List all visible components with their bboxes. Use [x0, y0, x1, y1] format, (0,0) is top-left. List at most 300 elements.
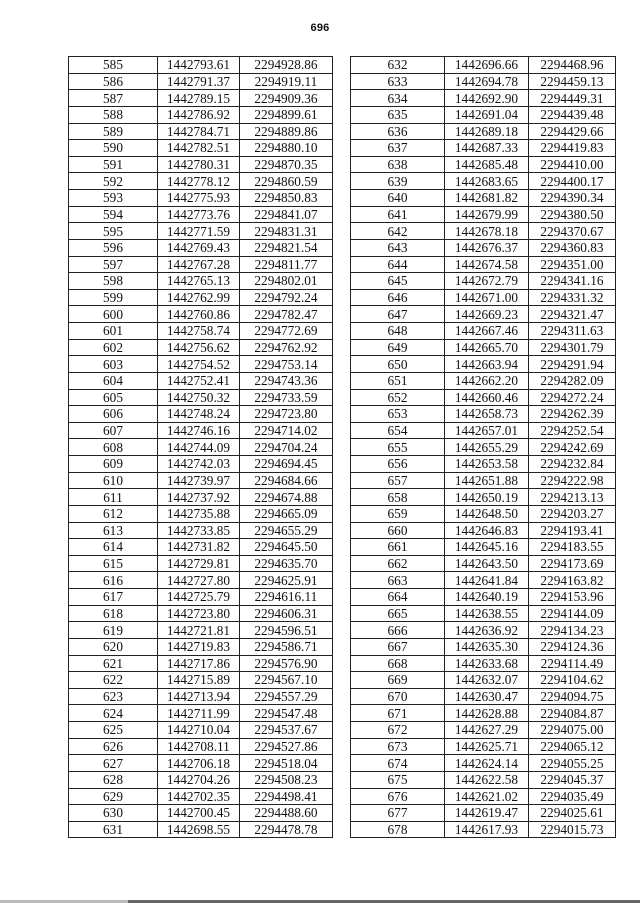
x-coordinate-cell: 1442713.94 [158, 688, 240, 705]
table-row [351, 90, 616, 107]
point-number-cell: 661 [351, 539, 445, 556]
x-coordinate-cell: 1442731.82 [158, 539, 240, 556]
point-number-cell: 639 [351, 173, 445, 190]
point-number-cell: 663 [351, 572, 445, 589]
table-row [351, 123, 616, 140]
x-coordinate-cell: 1442784.71 [158, 123, 240, 140]
table-row [351, 655, 616, 672]
table-row [351, 223, 616, 240]
y-coordinate-cell: 2294183.55 [529, 539, 616, 556]
point-number-cell: 631 [69, 821, 158, 838]
y-coordinate-cell: 2294714.02 [240, 422, 333, 439]
y-coordinate-cell: 2294203.27 [529, 505, 616, 522]
point-number-cell: 623 [69, 688, 158, 705]
point-number-cell: 619 [69, 622, 158, 639]
point-number-cell: 599 [69, 289, 158, 306]
y-coordinate-cell: 2294567.10 [240, 672, 333, 689]
table-row [69, 239, 333, 256]
x-coordinate-cell: 1442671.00 [445, 289, 529, 306]
table-row [69, 755, 333, 772]
table-row [69, 356, 333, 373]
point-number-cell: 673 [351, 738, 445, 755]
point-number-cell: 622 [69, 672, 158, 689]
table-row [69, 389, 333, 406]
point-number-cell: 651 [351, 372, 445, 389]
point-number-cell: 656 [351, 456, 445, 473]
table-row [351, 705, 616, 722]
x-coordinate-cell: 1442646.83 [445, 522, 529, 539]
x-coordinate-cell: 1442762.99 [158, 289, 240, 306]
point-number-cell: 630 [69, 805, 158, 822]
x-coordinate-cell: 1442619.47 [445, 805, 529, 822]
x-coordinate-cell: 1442692.90 [445, 90, 529, 107]
y-coordinate-cell: 2294860.59 [240, 173, 333, 190]
table-row [351, 755, 616, 772]
point-number-cell: 649 [351, 339, 445, 356]
table-row [351, 57, 616, 74]
y-coordinate-cell: 2294400.17 [529, 173, 616, 190]
x-coordinate-cell: 1442782.51 [158, 140, 240, 157]
x-coordinate-cell: 1442746.16 [158, 422, 240, 439]
x-coordinate-cell: 1442791.37 [158, 73, 240, 90]
x-coordinate-cell: 1442698.55 [158, 821, 240, 838]
x-coordinate-cell: 1442708.11 [158, 738, 240, 755]
table-row [351, 323, 616, 340]
point-number-cell: 602 [69, 339, 158, 356]
x-coordinate-cell: 1442767.28 [158, 256, 240, 273]
table-row [69, 638, 333, 655]
y-coordinate-cell: 2294065.12 [529, 738, 616, 755]
y-coordinate-cell: 2294527.86 [240, 738, 333, 755]
x-coordinate-cell: 1442628.88 [445, 705, 529, 722]
table-body [69, 57, 333, 838]
point-number-cell: 604 [69, 372, 158, 389]
y-coordinate-cell: 2294606.31 [240, 605, 333, 622]
table-row [69, 140, 333, 157]
x-coordinate-cell: 1442760.86 [158, 306, 240, 323]
y-coordinate-cell: 2294055.25 [529, 755, 616, 772]
point-number-cell: 650 [351, 356, 445, 373]
y-coordinate-cell: 2294674.88 [240, 489, 333, 506]
y-coordinate-cell: 2294252.54 [529, 422, 616, 439]
y-coordinate-cell: 2294704.24 [240, 439, 333, 456]
point-number-cell: 607 [69, 422, 158, 439]
y-coordinate-cell: 2294811.77 [240, 256, 333, 273]
table-row [351, 256, 616, 273]
y-coordinate-cell: 2294015.73 [529, 821, 616, 838]
point-number-cell: 614 [69, 539, 158, 556]
point-number-cell: 586 [69, 73, 158, 90]
x-coordinate-cell: 1442775.93 [158, 190, 240, 207]
y-coordinate-cell: 2294792.24 [240, 289, 333, 306]
x-coordinate-cell: 1442617.93 [445, 821, 529, 838]
x-coordinate-cell: 1442696.66 [445, 57, 529, 74]
point-number-cell: 641 [351, 206, 445, 223]
point-number-cell: 643 [351, 239, 445, 256]
table-row [69, 489, 333, 506]
table-row [69, 372, 333, 389]
x-coordinate-cell: 1442704.26 [158, 771, 240, 788]
x-coordinate-cell: 1442742.03 [158, 456, 240, 473]
point-number-cell: 591 [69, 156, 158, 173]
table-row [351, 622, 616, 639]
point-number-cell: 672 [351, 722, 445, 739]
table-row [351, 489, 616, 506]
table-row [69, 522, 333, 539]
y-coordinate-cell: 2294899.61 [240, 106, 333, 123]
point-number-cell: 606 [69, 406, 158, 423]
y-coordinate-cell: 2294889.86 [240, 123, 333, 140]
table-row [351, 605, 616, 622]
x-coordinate-cell: 1442665.70 [445, 339, 529, 356]
y-coordinate-cell: 2294821.54 [240, 239, 333, 256]
point-number-cell: 638 [351, 156, 445, 173]
y-coordinate-cell: 2294429.66 [529, 123, 616, 140]
y-coordinate-cell: 2294360.83 [529, 239, 616, 256]
y-coordinate-cell: 2294153.96 [529, 589, 616, 606]
y-coordinate-cell: 2294282.09 [529, 372, 616, 389]
table-row [69, 323, 333, 340]
point-number-cell: 617 [69, 589, 158, 606]
y-coordinate-cell: 2294370.67 [529, 223, 616, 240]
x-coordinate-cell: 1442645.16 [445, 539, 529, 556]
y-coordinate-cell: 2294124.36 [529, 638, 616, 655]
y-coordinate-cell: 2294508.23 [240, 771, 333, 788]
x-coordinate-cell: 1442672.79 [445, 273, 529, 290]
point-number-cell: 609 [69, 456, 158, 473]
x-coordinate-cell: 1442733.85 [158, 522, 240, 539]
table-row [69, 821, 333, 838]
table-row [69, 605, 333, 622]
x-coordinate-cell: 1442739.97 [158, 472, 240, 489]
point-number-cell: 670 [351, 688, 445, 705]
x-coordinate-cell: 1442735.88 [158, 505, 240, 522]
x-coordinate-cell: 1442719.83 [158, 638, 240, 655]
table-row [351, 406, 616, 423]
point-number-cell: 595 [69, 223, 158, 240]
point-number-cell: 613 [69, 522, 158, 539]
table-row [69, 223, 333, 240]
x-coordinate-cell: 1442694.78 [445, 73, 529, 90]
y-coordinate-cell: 2294596.51 [240, 622, 333, 639]
table-row [69, 771, 333, 788]
table-row [69, 190, 333, 207]
point-number-cell: 603 [69, 356, 158, 373]
point-number-cell: 608 [69, 439, 158, 456]
point-number-cell: 635 [351, 106, 445, 123]
y-coordinate-cell: 2294478.78 [240, 821, 333, 838]
table-row [69, 622, 333, 639]
x-coordinate-cell: 1442630.47 [445, 688, 529, 705]
x-coordinate-cell: 1442683.65 [445, 173, 529, 190]
table-body [351, 57, 616, 838]
y-coordinate-cell: 2294616.11 [240, 589, 333, 606]
table-row [351, 273, 616, 290]
point-number-cell: 600 [69, 306, 158, 323]
table-row [69, 472, 333, 489]
y-coordinate-cell: 2294831.31 [240, 223, 333, 240]
point-number-cell: 611 [69, 489, 158, 506]
y-coordinate-cell: 2294782.47 [240, 306, 333, 323]
x-coordinate-cell: 1442780.31 [158, 156, 240, 173]
y-coordinate-cell: 2294232.84 [529, 456, 616, 473]
x-coordinate-cell: 1442769.43 [158, 239, 240, 256]
x-coordinate-cell: 1442648.50 [445, 505, 529, 522]
x-coordinate-cell: 1442789.15 [158, 90, 240, 107]
point-number-cell: 598 [69, 273, 158, 290]
point-number-cell: 632 [351, 57, 445, 74]
y-coordinate-cell: 2294213.13 [529, 489, 616, 506]
point-number-cell: 668 [351, 655, 445, 672]
table-row [351, 339, 616, 356]
x-coordinate-cell: 1442786.92 [158, 106, 240, 123]
coordinates-table-left [68, 56, 333, 838]
point-number-cell: 655 [351, 439, 445, 456]
table-row [351, 688, 616, 705]
table-row [351, 638, 616, 655]
x-coordinate-cell: 1442651.88 [445, 472, 529, 489]
x-coordinate-cell: 1442636.92 [445, 622, 529, 639]
table-row [351, 289, 616, 306]
point-number-cell: 648 [351, 323, 445, 340]
y-coordinate-cell: 2294723.80 [240, 406, 333, 423]
point-number-cell: 664 [351, 589, 445, 606]
table-row [351, 672, 616, 689]
point-number-cell: 640 [351, 190, 445, 207]
point-number-cell: 633 [351, 73, 445, 90]
x-coordinate-cell: 1442655.29 [445, 439, 529, 456]
table-row [69, 589, 333, 606]
point-number-cell: 592 [69, 173, 158, 190]
table-row [69, 539, 333, 556]
point-number-cell: 612 [69, 505, 158, 522]
table-row [351, 589, 616, 606]
table-row [69, 306, 333, 323]
table-row [351, 805, 616, 822]
table-row [69, 106, 333, 123]
table-row [69, 206, 333, 223]
point-number-cell: 659 [351, 505, 445, 522]
y-coordinate-cell: 2294557.29 [240, 688, 333, 705]
y-coordinate-cell: 2294459.13 [529, 73, 616, 90]
table-row [69, 339, 333, 356]
x-coordinate-cell: 1442624.14 [445, 755, 529, 772]
y-coordinate-cell: 2294439.48 [529, 106, 616, 123]
y-coordinate-cell: 2294134.23 [529, 622, 616, 639]
point-number-cell: 601 [69, 323, 158, 340]
table-row [69, 788, 333, 805]
point-number-cell: 589 [69, 123, 158, 140]
x-coordinate-cell: 1442632.07 [445, 672, 529, 689]
point-number-cell: 654 [351, 422, 445, 439]
table-row [351, 106, 616, 123]
table-row [351, 456, 616, 473]
x-coordinate-cell: 1442685.48 [445, 156, 529, 173]
point-number-cell: 634 [351, 90, 445, 107]
x-coordinate-cell: 1442658.73 [445, 406, 529, 423]
table-row [69, 672, 333, 689]
y-coordinate-cell: 2294870.35 [240, 156, 333, 173]
y-coordinate-cell: 2294537.67 [240, 722, 333, 739]
point-number-cell: 593 [69, 190, 158, 207]
x-coordinate-cell: 1442700.45 [158, 805, 240, 822]
x-coordinate-cell: 1442706.18 [158, 755, 240, 772]
x-coordinate-cell: 1442650.19 [445, 489, 529, 506]
table-row [69, 156, 333, 173]
table-row [351, 821, 616, 838]
y-coordinate-cell: 2294733.59 [240, 389, 333, 406]
y-coordinate-cell: 2294645.50 [240, 539, 333, 556]
y-coordinate-cell: 2294114.49 [529, 655, 616, 672]
page-number: 696 [310, 22, 330, 34]
table-row [69, 655, 333, 672]
point-number-cell: 660 [351, 522, 445, 539]
table-row [351, 788, 616, 805]
x-coordinate-cell: 1442748.24 [158, 406, 240, 423]
table-row [351, 73, 616, 90]
table-row [69, 738, 333, 755]
y-coordinate-cell: 2294301.79 [529, 339, 616, 356]
point-number-cell: 646 [351, 289, 445, 306]
y-coordinate-cell: 2294762.92 [240, 339, 333, 356]
x-coordinate-cell: 1442737.92 [158, 489, 240, 506]
y-coordinate-cell: 2294035.49 [529, 788, 616, 805]
x-coordinate-cell: 1442633.68 [445, 655, 529, 672]
point-number-cell: 662 [351, 555, 445, 572]
point-number-cell: 605 [69, 389, 158, 406]
table-row [69, 805, 333, 822]
x-coordinate-cell: 1442715.89 [158, 672, 240, 689]
table-row [69, 256, 333, 273]
y-coordinate-cell: 2294291.94 [529, 356, 616, 373]
x-coordinate-cell: 1442729.81 [158, 555, 240, 572]
point-number-cell: 677 [351, 805, 445, 822]
point-number-cell: 627 [69, 755, 158, 772]
table-row [351, 539, 616, 556]
y-coordinate-cell: 2294390.34 [529, 190, 616, 207]
table-row [69, 90, 333, 107]
y-coordinate-cell: 2294753.14 [240, 356, 333, 373]
table-row [351, 522, 616, 539]
y-coordinate-cell: 2294104.62 [529, 672, 616, 689]
y-coordinate-cell: 2294743.36 [240, 372, 333, 389]
table-row [351, 306, 616, 323]
y-coordinate-cell: 2294075.00 [529, 722, 616, 739]
table-row [351, 140, 616, 157]
y-coordinate-cell: 2294684.66 [240, 472, 333, 489]
point-number-cell: 596 [69, 239, 158, 256]
table-row [69, 555, 333, 572]
y-coordinate-cell: 2294772.69 [240, 323, 333, 340]
y-coordinate-cell: 2294084.87 [529, 705, 616, 722]
x-coordinate-cell: 1442638.55 [445, 605, 529, 622]
y-coordinate-cell: 2294410.00 [529, 156, 616, 173]
y-coordinate-cell: 2294025.61 [529, 805, 616, 822]
x-coordinate-cell: 1442710.04 [158, 722, 240, 739]
table-row [351, 190, 616, 207]
point-number-cell: 644 [351, 256, 445, 273]
y-coordinate-cell: 2294547.48 [240, 705, 333, 722]
y-coordinate-cell: 2294331.32 [529, 289, 616, 306]
x-coordinate-cell: 1442657.01 [445, 422, 529, 439]
x-coordinate-cell: 1442643.50 [445, 555, 529, 572]
table-row [351, 472, 616, 489]
y-coordinate-cell: 2294928.86 [240, 57, 333, 74]
y-coordinate-cell: 2294880.10 [240, 140, 333, 157]
x-coordinate-cell: 1442640.19 [445, 589, 529, 606]
x-coordinate-cell: 1442723.80 [158, 605, 240, 622]
point-number-cell: 585 [69, 57, 158, 74]
point-number-cell: 628 [69, 771, 158, 788]
table-row [351, 156, 616, 173]
point-number-cell: 678 [351, 821, 445, 838]
x-coordinate-cell: 1442625.71 [445, 738, 529, 755]
point-number-cell: 587 [69, 90, 158, 107]
table-row [69, 273, 333, 290]
y-coordinate-cell: 2294518.04 [240, 755, 333, 772]
x-coordinate-cell: 1442727.80 [158, 572, 240, 589]
table-row [351, 356, 616, 373]
x-coordinate-cell: 1442771.59 [158, 223, 240, 240]
y-coordinate-cell: 2294341.16 [529, 273, 616, 290]
y-coordinate-cell: 2294468.96 [529, 57, 616, 74]
table-row [351, 572, 616, 589]
x-coordinate-cell: 1442662.20 [445, 372, 529, 389]
point-number-cell: 671 [351, 705, 445, 722]
point-number-cell: 629 [69, 788, 158, 805]
y-coordinate-cell: 2294655.29 [240, 522, 333, 539]
point-number-cell: 588 [69, 106, 158, 123]
x-coordinate-cell: 1442687.33 [445, 140, 529, 157]
table-row [351, 722, 616, 739]
x-coordinate-cell: 1442676.37 [445, 239, 529, 256]
x-coordinate-cell: 1442681.82 [445, 190, 529, 207]
table-row [69, 123, 333, 140]
x-coordinate-cell: 1442778.12 [158, 173, 240, 190]
scan-edge-divider [0, 900, 640, 903]
point-number-cell: 645 [351, 273, 445, 290]
x-coordinate-cell: 1442773.76 [158, 206, 240, 223]
point-number-cell: 667 [351, 638, 445, 655]
table-row [351, 439, 616, 456]
y-coordinate-cell: 2294625.91 [240, 572, 333, 589]
point-number-cell: 594 [69, 206, 158, 223]
point-number-cell: 626 [69, 738, 158, 755]
y-coordinate-cell: 2294380.50 [529, 206, 616, 223]
x-coordinate-cell: 1442689.18 [445, 123, 529, 140]
y-coordinate-cell: 2294419.83 [529, 140, 616, 157]
table-row [69, 456, 333, 473]
y-coordinate-cell: 2294586.71 [240, 638, 333, 655]
point-number-cell: 618 [69, 605, 158, 622]
y-coordinate-cell: 2294909.36 [240, 90, 333, 107]
y-coordinate-cell: 2294193.41 [529, 522, 616, 539]
y-coordinate-cell: 2294694.45 [240, 456, 333, 473]
y-coordinate-cell: 2294311.63 [529, 323, 616, 340]
table-row [69, 406, 333, 423]
x-coordinate-cell: 1442678.18 [445, 223, 529, 240]
y-coordinate-cell: 2294850.83 [240, 190, 333, 207]
table-row [69, 572, 333, 589]
table-row [69, 722, 333, 739]
x-coordinate-cell: 1442765.13 [158, 273, 240, 290]
table-row [351, 206, 616, 223]
x-coordinate-cell: 1442744.09 [158, 439, 240, 456]
x-coordinate-cell: 1442756.62 [158, 339, 240, 356]
table-row [69, 57, 333, 74]
x-coordinate-cell: 1442754.52 [158, 356, 240, 373]
table-row [351, 389, 616, 406]
